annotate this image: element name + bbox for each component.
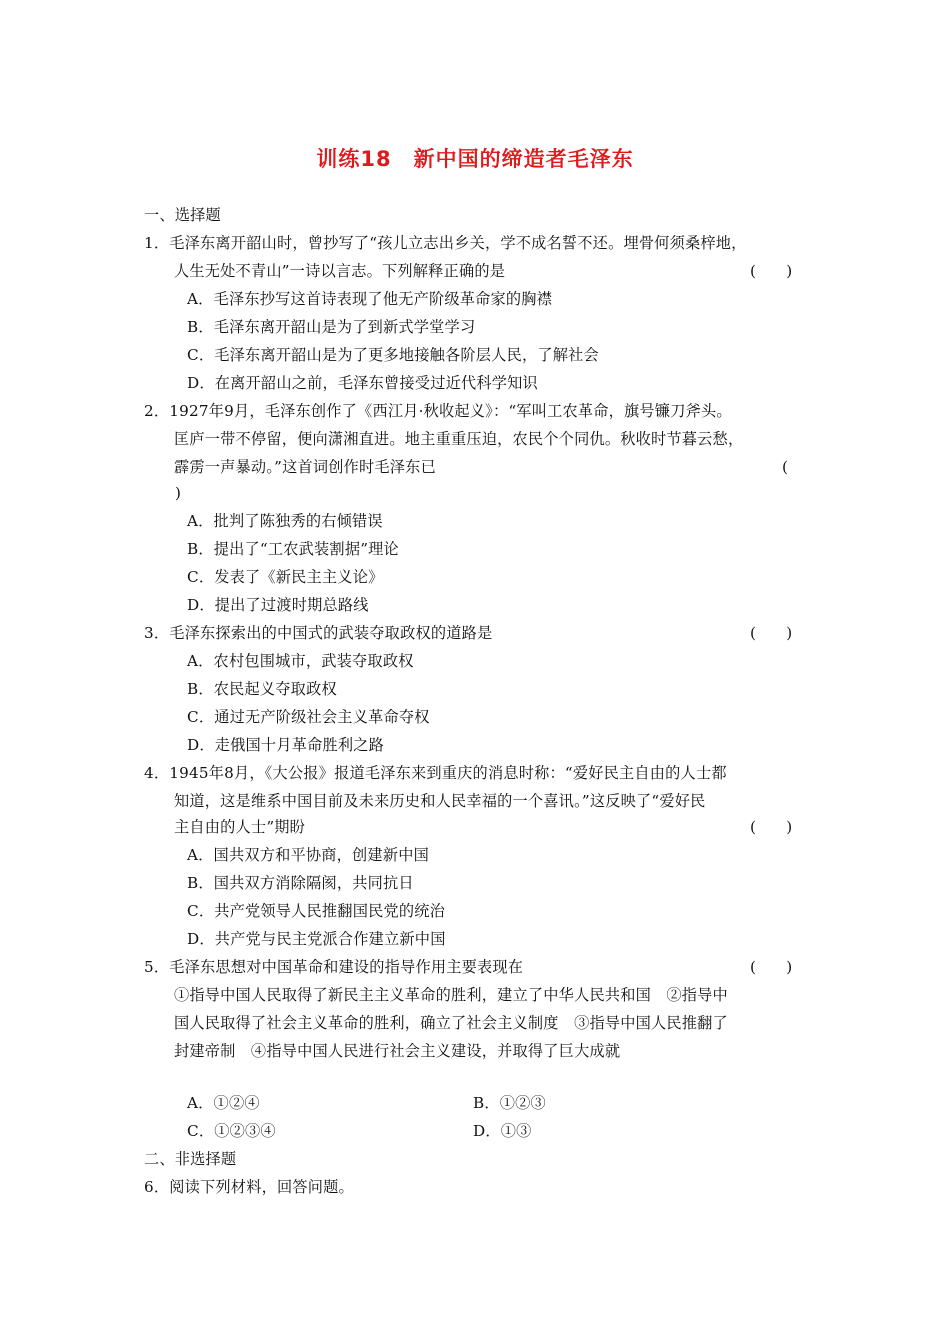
- answer-blank-open: (: [782, 458, 788, 476]
- option-a: A．批判了陈独秀的右倾错误: [187, 512, 383, 530]
- option-b: B．农民起义夺取政权: [187, 680, 337, 698]
- option-a: A．毛泽东抄写这首诗表现了他无产阶级革命家的胸襟: [187, 290, 553, 308]
- answer-blank: ( ): [750, 818, 793, 836]
- question-3-stem: 3．毛泽东探索出的中国式的武装夺取政权的道路是: [144, 624, 493, 642]
- answer-blank: ( ): [750, 262, 793, 280]
- option-a: A．国共双方和平协商，创建新中国: [187, 846, 429, 864]
- option-d: D．在离开韶山之前，毛泽东曾接受过近代科学知识: [187, 374, 538, 392]
- answer-blank: ( ): [750, 958, 793, 976]
- question-6-stem: 6．阅读下列材料，回答问题。: [144, 1178, 354, 1196]
- option-d: D．提出了过渡时期总路线: [187, 596, 369, 614]
- question-4-stem-cont: 知道，这是维系中国目前及未来历史和人民幸福的一个喜讯。”这反映了“爱好民: [174, 792, 706, 810]
- option-d: D．①③: [473, 1122, 532, 1140]
- page-title: 训练18 新中国的缔造者毛泽东: [316, 147, 634, 171]
- answer-blank: ( ): [750, 624, 793, 642]
- option-b: B．①②③: [473, 1094, 546, 1112]
- question-2-stem-cont: 霹雳一声暴动。”这首词创作时毛泽东已: [174, 458, 436, 476]
- question-5-stem: 5．毛泽东思想对中国革命和建设的指导作用主要表现在: [144, 958, 524, 976]
- question-5-statements: ①指导中国人民取得了新民主主义革命的胜利，建立了中华人民共和国 ②指导中: [174, 986, 728, 1004]
- option-c: C．通过无产阶级社会主义革命夺权: [187, 708, 430, 726]
- option-c: C．毛泽东离开韶山是为了更多地接触各阶层人民，了解社会: [187, 346, 599, 364]
- option-c: C．发表了《新民主主义论》: [187, 568, 384, 586]
- question-1-stem: 1．毛泽东离开韶山时，曾抄写了“孩儿立志出乡关，学不成名誓不还。埋骨何须桑梓地，: [144, 234, 747, 252]
- question-5-statements-cont: 封建帝制 ④指导中国人民进行社会主义建设，并取得了巨大成就: [174, 1042, 621, 1060]
- option-c: C．①②③④: [187, 1122, 276, 1140]
- question-4-stem: 4．1945年8月，《大公报》报道毛泽东来到重庆的消息时称：“爱好民主自由的人士都: [144, 764, 727, 782]
- option-b: B．毛泽东离开韶山是为了到新式学堂学习: [187, 318, 476, 336]
- question-5-statements-cont: 国人民取得了社会主义革命的胜利，确立了社会主义制度 ③指导中国人民推翻了: [174, 1014, 728, 1032]
- option-a: A．农村包围城市，武装夺取政权: [187, 652, 414, 670]
- option-d: D．走俄国十月革命胜利之路: [187, 736, 385, 754]
- question-1-stem-cont: 人生无处不青山”一诗以言志。下列解释正确的是: [174, 262, 506, 280]
- section-heading-nonchoice: 二、非选择题: [144, 1150, 237, 1168]
- option-b: B．国共双方消除隔阂，共同抗日: [187, 874, 414, 892]
- answer-blank-close: ): [175, 484, 181, 502]
- option-d: D．共产党与民主党派合作建立新中国: [187, 930, 446, 948]
- option-b: B．提出了“工农武装割据”理论: [187, 540, 399, 558]
- section-heading-choice: 一、选择题: [144, 206, 221, 224]
- question-2-stem-cont: 匡庐一带不停留，便向潇湘直进。地主重重压迫，农民个个同仇。秋收时节暮云愁，: [174, 430, 744, 448]
- question-2-stem: 2．1927年9月，毛泽东创作了《西江月·秋收起义》：“军叫工农革命，旗号镰刀斧头。: [144, 402, 732, 420]
- question-4-stem-cont: 主自由的人士”期盼: [174, 818, 306, 836]
- option-c: C．共产党领导人民推翻国民党的统治: [187, 902, 446, 920]
- option-a: A．①②④: [187, 1094, 260, 1112]
